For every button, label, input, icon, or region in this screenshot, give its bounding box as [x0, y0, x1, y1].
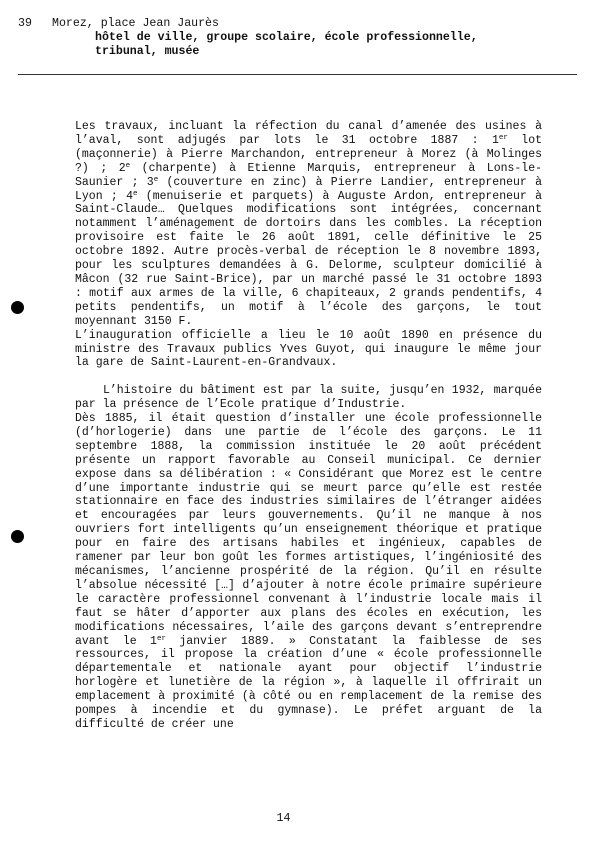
notice-subtitle-line-2: tribunal, musée: [95, 45, 200, 58]
paragraph-works: Les travaux, incluant la réfection du canal d’amenée des usines à l’aval, sont adjugés par lots le 31 octobre 1887 : 1er lot (maçonnerie) à Pierre Marchandon, entrepreneur à Morez (à Molinges ?) ; 2e (charpente) à Etienne Marquis, entrepreneur à Lons-le-Saunier ; 3e (couverture en zinc) à Pierre Landier, entrepreneur à Lyon ; 4e (menuiserie et parquets) à Auguste Ardon, entrepreneur à Saint-Claude… Quelques modifications sont intégrées, concernant notamment l’aménagement de dortoirs dans les combles. La réception provisoire est faite le 26 août 1891, celle définitive le 25 octobre 1892. Autre procès-verbal de réception le 8 novembre 1893, pour les sculptures demandées à G. Delorme, sculpteur domicilié à Mâcon (32 rue Saint-Brice), par un marché passé le 31 octobre 1893 : motif aux armes de la ville, 6 chapiteaux, 2 grands pendentifs, 4 petits pendentifs, un motif à l’école des garçons, le tout moyennant 3150 F.: [75, 120, 542, 328]
notice-number: 39: [18, 17, 32, 30]
page-number: 14: [276, 812, 291, 825]
binding-hole-icon: [11, 301, 24, 314]
notice-subtitle-line-1: hôtel de ville, groupe scolaire, école professionnelle,: [95, 31, 478, 44]
notice-place: Morez, place Jean Jaurès: [52, 17, 219, 30]
notice-subtitle: [95, 31, 478, 59]
binding-hole-icon: [11, 530, 24, 543]
paragraph-school: Dès 1885, il était question d’installer une école professionnelle (d’horlogerie) dans une partie de l’école des garçons. Le 11 septembre 1888, la commission instituée le 20 août précédent présente un rapport favorable au Conseil municipal. Ce dernier expose dans sa délibération : « Considérant que Morez est le centre d’une importante industrie qui se meurt parce qu’elle est restée stationnaire en face des industries similaires de l’étranger aidées et encouragées par leurs gouvernements. Qu’il ne manque à nos ouvriers fort intelligents qu’un enseignement théorique et pratique pour en faire des artisans habiles et ingénieux, capables de ramener par leur bon goût les formes artistiques, l’ingéniosité des mécanismes, l’ancienne prospérité de la région. Qu’il en résulte l’absolue nécessité […] d’ajouter à notre école primaire supérieure le caractère professionnel convenant à l’industrie locale mais il faut se hâter d’apporter aux plans des écoles en exécution, les modifications nécessaires, l’aile des garçons devant s’entreprendre avant le 1er janvier 1889. » Constatant la faiblesse de ses ressources, il propose la création d’une « école professionnelle départementale et nationale ayant pour objectif l’industrie horlogère et lunetière de la région », à laquelle il offrirait un emplacement à proximité (à côté ou en remplacement de la remise des pompes à incendie et du gymnase). Le préfet arguant de la difficulté de créer une: [75, 412, 542, 731]
paragraph-history: L’histoire du bâtiment est par la suite, jusqu’en 1932, marquée par la présence de l’Ecole pratique d’Industrie.: [75, 384, 542, 412]
paragraph-inauguration: L’inauguration officielle a lieu le 10 août 1890 en présence du ministre des Travaux publics Yves Guyot, qui inaugure le même jour la gare de Saint-Laurent-en-Grandvaux.: [75, 328, 542, 370]
main-text: [75, 120, 542, 732]
header-divider: [18, 74, 577, 75]
